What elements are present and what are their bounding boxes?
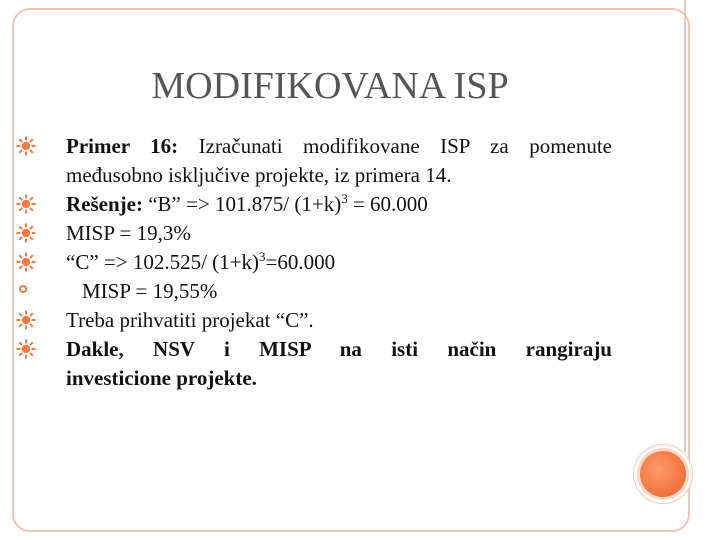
sun-icon: [16, 136, 36, 156]
exponent: 3: [341, 191, 348, 206]
list-item: [16, 306, 612, 335]
list-item: [16, 335, 612, 393]
item-text: Dakle, NSV i MISP na isti način rangiraju: [66, 337, 612, 361]
item-bold-label: Rešenje:: [66, 192, 143, 216]
list-item: [16, 248, 612, 277]
decorative-line: [684, 0, 686, 452]
item-text: Izračunati modifikovane ISP za pomenute: [178, 134, 613, 158]
item-bold-label: Primer 16:: [66, 134, 179, 158]
item-text: MISP = 19,3%: [66, 221, 191, 245]
sun-icon: [16, 339, 36, 359]
sun-icon: [16, 310, 36, 330]
sun-icon: [16, 252, 36, 272]
slide-content: [16, 132, 612, 393]
slide-title: MODIFIKOVANA ISP: [151, 65, 509, 107]
list-item: [16, 132, 612, 190]
sun-icon: [16, 194, 36, 214]
item-text: = 60.000: [347, 192, 428, 216]
item-text: Treba prihvatiti projekat “C”.: [66, 308, 314, 332]
list-item: [16, 219, 612, 248]
list-item: [16, 190, 612, 219]
item-text: “B” => 101.875/ (1+k): [142, 192, 342, 216]
sun-icon: [16, 223, 36, 243]
item-text: =60.000: [265, 250, 336, 274]
item-text: MISP = 19,55%: [82, 279, 218, 303]
decorative-orb: [640, 451, 686, 497]
item-text-continuation: investicione projekte.: [66, 366, 257, 390]
item-text: “C” => 102.525/ (1+k): [66, 250, 259, 274]
item-text-continuation: međusobno isključive projekte, iz primera 14.: [66, 163, 452, 187]
list-item: [16, 277, 612, 306]
ring-icon: [19, 285, 27, 293]
exponent: 3: [259, 249, 266, 264]
